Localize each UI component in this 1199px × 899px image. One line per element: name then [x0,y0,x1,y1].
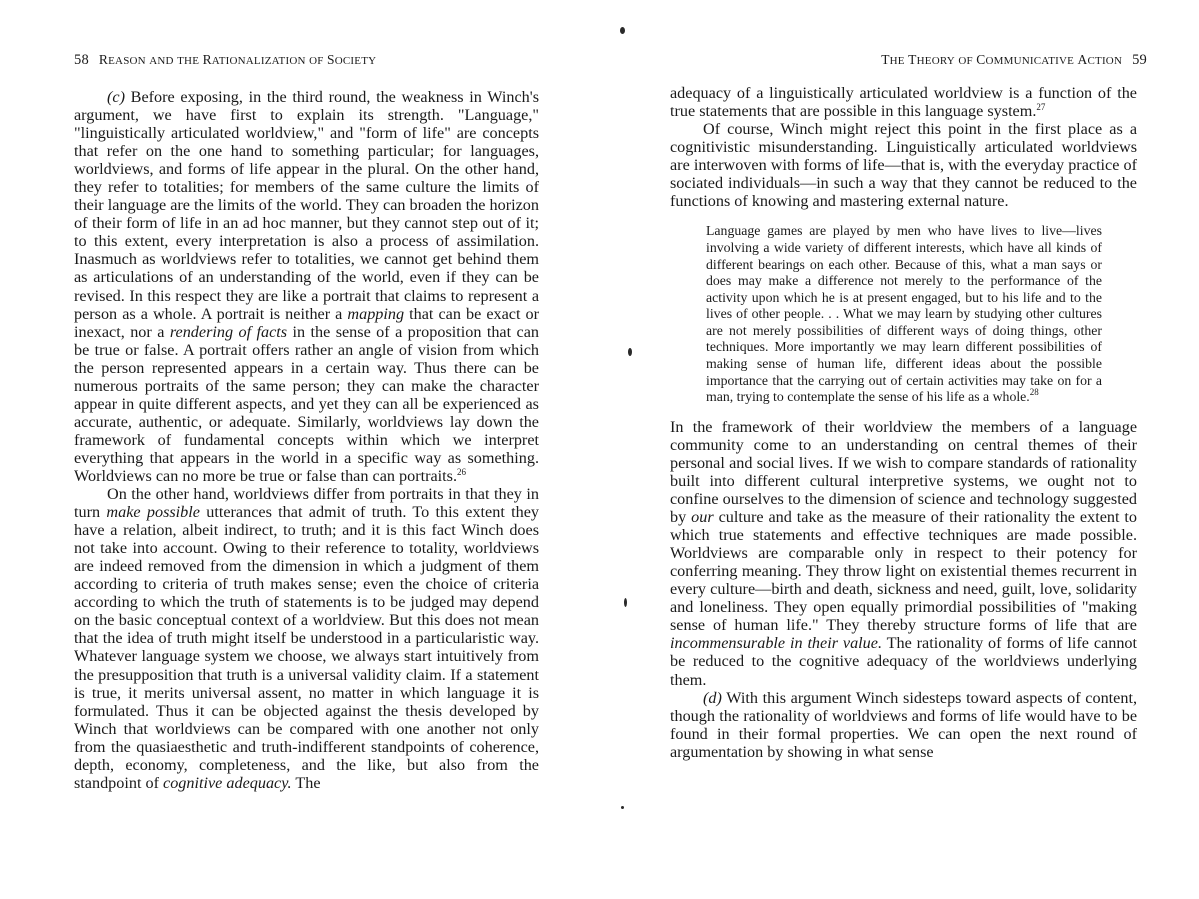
footnote-marker: 26 [457,466,467,477]
left-page-number: 58 [74,52,89,68]
left-running-head: 58 REASON AND THE RATIONALIZATION OF SOCIETY [74,52,377,68]
footnote-marker: 27 [1036,102,1046,113]
right-running-head: THE THEORY OF COMMUNICATIVE ACTION 59 [881,52,1147,68]
paragraph: adequacy of a linguistically articulated worldview is a function of the true statements that are possible in this language system.$^{27}$ [670,84,1137,121]
paragraph: In the framework of their worldview the members of a language community come to an understanding on central themes of their personal and social lives. If we wish to compare standards of rationality built into different cultural interpretive systems, we ought not to confine ourselves to the dimension of science and technology suggested by our culture and take as the measure of their rationality the extent to which true statements and effective techniques are made possible. Worldviews are comparable only in respect to their potency for conferring meaning. They throw light on existential themes recurrent in every culture—birth and death, sickness and need, guilt, love, solidarity and loneliness. They open equally primordial possibilities of "making sense of human life." They thereby structure forms of life that are incommensurable in their value. The rationality of forms of life cannot be reduced to the cognitive adequacy of the worldviews underlying them. [670,417,1138,689]
footnote-marker: 28 [1029,387,1039,398]
paragraph: (c) Before exposing, in the third round, the weakness in Winch's argument, we have first to explain its strength. "Language," "linguistically articulated worldview," and "form of life" are concepts that refer on the one hand to something particular; for languages, worldviews, and forms of life appear in the plural. On the other hand, they refer to totalities; for members of the same culture the limits of their language are the limits of the world. They can broaden the horizon of their form of life in an ad hoc manner, but they cannot step out of it; to this extent, every interpretation is also a process of assimilation. Inasmuch as worldviews refer to totalities, we cannot get behind them as articulations of an understanding of the world, even if they can be revised. In this respect they are like a portrait that claims to represent a person as a whole. A portrait is neither a mapping that can be exact or inexact, nor a rendering of facts in the sense of a proposition that can be true or false. A portrait offers rather an angle of vision from which the person represented appears in a certain way. Thus there can be numerous portraits of the same person; they can make the character appear in quite different aspects, and yet they can all be experienced as accurate, authentic, or adequate. Similarly, worldviews lay down the framework of fundamental concepts within which we interpret everything that appears in the world in a specific way as something. Worldviews can no more be true or false than can portraits.$^{26}$ [74,88,540,485]
right-page-number: 59 [1132,52,1147,68]
paragraph: Of course, Winch might reject this point in the first place as a cognitivistic misunderstanding. Linguistically articulated worldviews are interwoven with forms of life—that is, with the everyday practice of sociated individuals—in such a way that they cannot be reduced to the functions of knowing and mastering external nature. [670,120,1137,211]
paragraph: On the other hand, worldviews differ from portraits in that they in turn make possible utterances that admit of truth. To this extent they have a relation, albeit indirect, to truth; and it is this fact Winch does not take into account. Owing to their reference to totality, worldviews are indeed removed from the dimension in which a judgment of them according to criteria of truth makes sense; even the choice of criteria according to which the truth of statements is to be judged may depend on the basic conceptual context of a worldview. But this does not mean that the idea of truth might itself be understood in a particularistic way. Whatever language system we choose, we always start intuitively from the presupposition that truth is a universal validity claim. If a statement is true, it merits universal assent, no matter in which language it is formulated. Thus it can be objected against the thesis developed by Winch that worldviews can be compared with one another not only from the quasiaesthetic and truth-indifferent standpoints of coherence, depth, economy, completeness, and the like, but also from the standpoint of cognitive adequacy. The [74,485,539,792]
left-body-text [74,88,539,792]
right-body-text [670,84,1137,761]
block-quote: Language games are played by men who have lives to live—lives involving a wide variety of different interests, which have all kinds of different bearings on each other. Because of this, what a man says or does may make a difference not merely to the performance of the activity upon which he is at present engaged, but to his life and to the lives of other people. . . What we may learn by studying other cultures are not merely possibilities of different ways of doing things, other techniques. More importantly we may learn different possibilities of making sense of human life, different ideas about the possible importance that the carrying out of certain activities may take on for a man, trying to contemplate the sense of his life as a whole.$^{28}$ [706,223,1102,405]
paragraph: (d) With this argument Winch sidesteps toward aspects of content, though the rationality of worldviews and forms of life would have to be found in their formal properties. We can open the next round of argumentation by showing in what sense [670,688,1137,761]
right-page [600,0,1199,899]
